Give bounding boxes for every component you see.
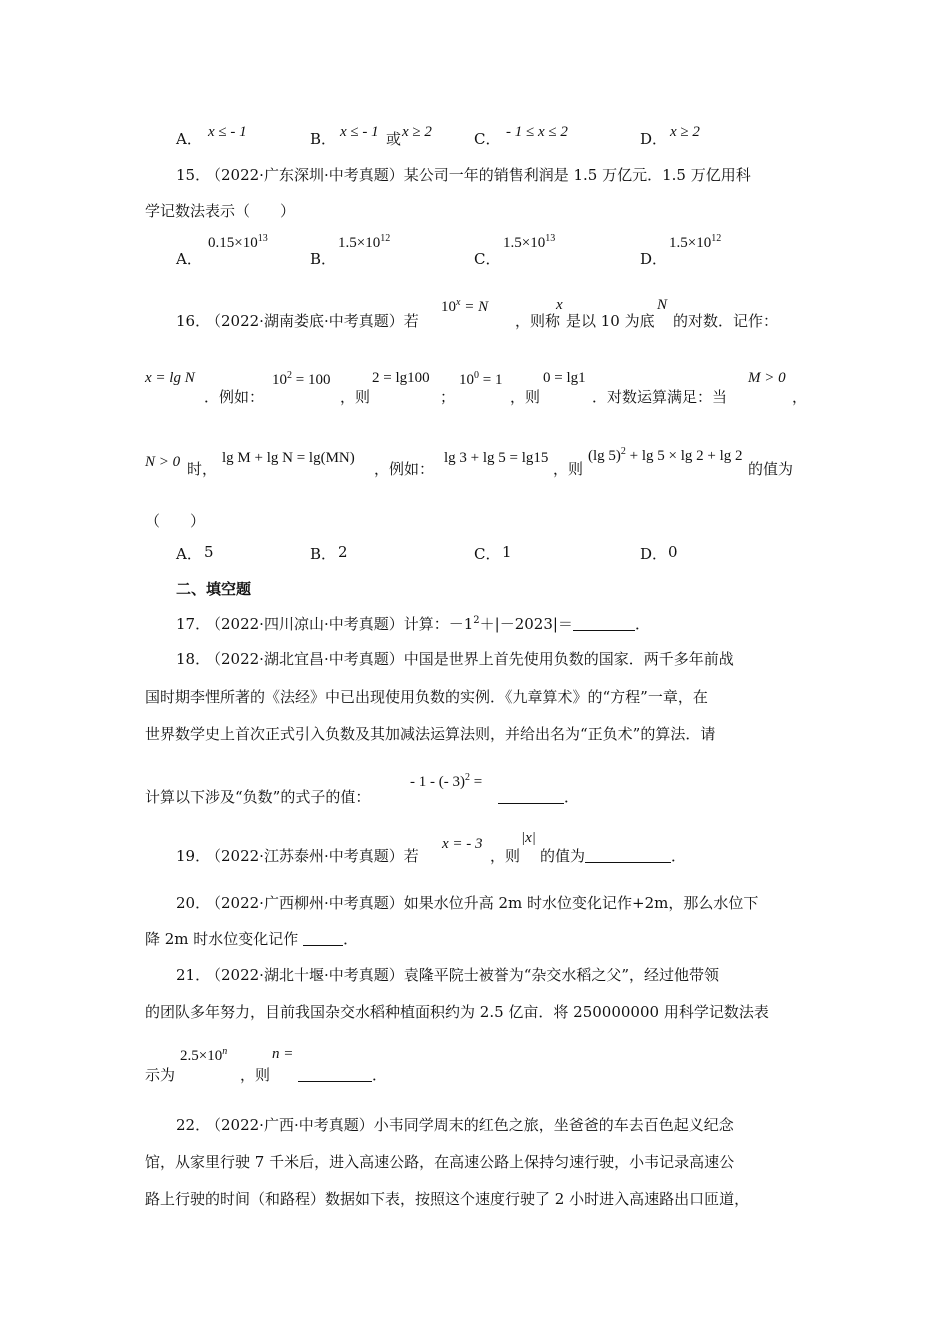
q21-math1: $2.5\times 10^n$: [180, 1046, 228, 1064]
q21-line2: 的团队多年努力，目前我国杂交水稻种植面积约为 2.5 亿亩．将 250000000 用科学记数法表: [145, 1003, 769, 1021]
q21-text1: 示为: [145, 1066, 176, 1084]
q15-number: 15．: [176, 166, 211, 184]
section-title: 二、填空题: [176, 580, 252, 598]
q17-answer-blank[interactable]: [573, 616, 635, 631]
q21-text2: ，则: [240, 1066, 271, 1084]
q16-row2-math5: 0 = lg1: [543, 370, 586, 386]
q16-option-c-value: 1: [502, 543, 512, 561]
q16-row3-text3: ，则: [553, 460, 584, 478]
q14-option-c-math: - 1 ≤ x ≤ 2: [506, 124, 568, 140]
q14-option-b-math1: x ≤ - 1: [340, 124, 379, 140]
q16-row3-text4: 的值为: [748, 460, 794, 478]
q22-line3: 路上行驶的时间（和路程）数据如下表，按照这个速度行驶了 2 小时进入高速路出口匝道，: [145, 1190, 750, 1208]
q18-line2: 国时期李悝所著的《法经》中已出现使用负数的实例．《九章算术》的“方程”一章，在: [145, 688, 708, 706]
q15-option-c-math: $1.5\times 10^{13}$: [503, 233, 556, 251]
q16-row2-text3: ；: [440, 388, 456, 406]
q16-row2-math4: $10^0 = 1$: [459, 370, 503, 388]
q16-row3-math4: (lg 5)$^2$ + lg 5 × lg 2 + lg 2: [588, 446, 743, 464]
q16-math-power: $10^x = N$: [441, 297, 489, 315]
q22-number: 22．: [176, 1116, 211, 1134]
q15-line1: （2022·广东深圳·中考真题）某公司一年的销售利润是 1.5 万亿元．1.5 万亿用科: [206, 166, 751, 184]
q18-answer: ．: [498, 786, 579, 807]
q19-math1: x = - 3: [442, 836, 483, 852]
q16-row2-text1: ．例如：: [204, 388, 265, 406]
q22-line2: 馆，从家里行驶 7 千米后，进入高速公路，在高速公路上保持匀速行驶，小韦记录高速公: [145, 1153, 735, 1171]
q21-line1: （2022·湖北十堰·中考真题）袁隆平院士被誉为“杂交水稻之父”，经过他带领: [206, 966, 720, 984]
q19-text2: 的值为 ．: [540, 847, 687, 865]
q15-option-d-label: D．: [640, 250, 668, 268]
q21-math2: n =: [272, 1046, 294, 1062]
q16-text1: ，则称: [515, 312, 561, 330]
q14-option-b-math2: x ≥ 2: [402, 124, 432, 140]
q16-math-x: x: [556, 297, 563, 313]
q20-number: 20．: [176, 894, 211, 912]
q18-line1: （2022·湖北宜昌·中考真题）中国是世界上首先使用负数的国家．两千多年前战: [206, 650, 734, 668]
q14-option-b-or: 或: [386, 130, 402, 148]
q15-option-c-label: C．: [474, 250, 501, 268]
q17-number: 17．: [176, 615, 211, 633]
q16-row3-math1: N > 0: [145, 454, 181, 470]
q16-option-b-label: B．: [310, 545, 337, 563]
q19-answer-blank[interactable]: [585, 848, 671, 863]
q16-row3-math3: lg 3 + lg 5 = lg15: [444, 450, 549, 466]
q20-line1: （2022·广西柳州·中考真题）如果水位升高 2m 时水位变化记作+2m，那么水位下: [206, 894, 759, 912]
q15-option-d-math: $1.5\times 10^{12}$: [669, 233, 722, 251]
q19-math2: |x|: [521, 830, 536, 846]
q21-number: 21．: [176, 966, 211, 984]
q16-text2: 是以 10 为底: [566, 312, 655, 330]
q16-row3-text1: 时，: [187, 460, 218, 478]
q16-option-d-label: D．: [640, 545, 668, 563]
q21-answer-blank[interactable]: [298, 1067, 372, 1082]
q16-row2-text2: ，则: [340, 388, 371, 406]
q14-option-b-label: B．: [310, 130, 337, 148]
q16-option-c-label: C．: [474, 545, 501, 563]
q16-row3-text2: ，例如：: [374, 460, 435, 478]
q19-number: 19．: [176, 847, 211, 865]
q16-option-d-value: 0: [668, 543, 678, 561]
q16-row2-math3: 2 = lg100: [372, 370, 430, 386]
q16-source: （2022·湖南娄底·中考真题）若: [206, 312, 419, 330]
q15-option-b-math: $1.5\times 10^{12}$: [338, 233, 391, 251]
q19-text1: ，则: [490, 847, 521, 865]
q16-answer-paren: （ ）: [145, 512, 206, 530]
q14-option-d-math: x ≥ 2: [670, 124, 700, 140]
q19-source: （2022·江苏泰州·中考真题）若: [206, 847, 419, 865]
q14-option-c-label: C．: [474, 130, 501, 148]
q16-row2-text5: ．对数运算满足：当: [592, 388, 728, 406]
q15-option-a-label: A．: [176, 250, 202, 268]
q16-row2-text6: ，: [792, 388, 808, 406]
q15-line2: 学记数法表示（ ）: [145, 202, 296, 220]
q18-math: - 1 - (- 3)$^2$ =: [410, 772, 483, 790]
q16-row2-math2: $10^2 = 100$: [272, 370, 331, 388]
q15-option-b-label: B．: [310, 250, 337, 268]
q18-answer-blank[interactable]: [498, 789, 564, 804]
q16-row2-text4: ，则: [510, 388, 541, 406]
q16-row2-math1: x = lg N: [145, 370, 195, 386]
q16-math-n: N: [657, 297, 668, 313]
q16-option-b-value: 2: [338, 543, 348, 561]
q18-number: 18．: [176, 650, 211, 668]
q20-answer-blank[interactable]: [303, 931, 343, 946]
q16-row3-math2: lg M + lg N = lg(MN): [222, 450, 355, 466]
q16-option-a-label: A．: [176, 545, 202, 563]
q16-option-a-value: 5: [204, 543, 214, 561]
q14-option-a-label: A．: [176, 130, 202, 148]
q15-option-a-math: $0.15\times 10^{13}$: [208, 233, 268, 251]
q18-line4: 计算以下涉及“负数”的式子的值：: [145, 788, 371, 806]
q16-row2-math6: M > 0: [748, 370, 786, 386]
q20-line2: 降 2m 时水位变化记作 ．: [145, 930, 359, 948]
q16-text3: 的对数．记作：: [673, 312, 779, 330]
q14-option-d-label: D．: [640, 130, 668, 148]
q22-line1: （2022·广西·中考真题）小韦同学周末的红色之旅，坐爸爸的车去百色起义纪念: [206, 1116, 734, 1134]
q21-answer: ．: [298, 1064, 387, 1085]
q17-text: （2022·四川凉山·中考真题）计算：$-1^2+|-2023|=$ ．: [206, 615, 650, 633]
q14-option-a-math: x ≤ - 1: [208, 124, 247, 140]
q18-line3: 世界数学史上首次正式引入负数及其加减法运算法则，并给出名为“正负术”的算法．请: [145, 725, 716, 743]
q16-number: 16．: [176, 312, 211, 330]
